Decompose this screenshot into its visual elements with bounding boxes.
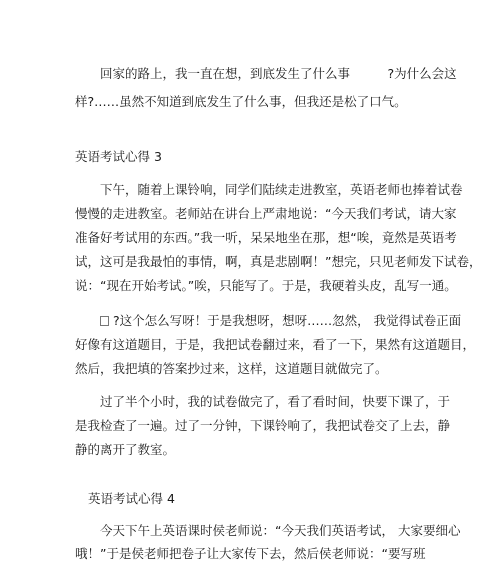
paragraph-line: 好像有这道题目，于是，我把试卷翻过来，看了一下，果然有这道题目， — [75, 337, 476, 352]
paragraph-line: 样?……虽然不知道到底发生了什么事，但我还是松了口气。 — [75, 94, 407, 109]
paragraph-line: 慢慢的走进教室。老师站在讲台上严肃地说：“今天我们考试，请大家 — [75, 206, 457, 221]
paragraph-line: 过了半个小时，我的试卷做完了，看了看时间，快要下课了，于 — [100, 394, 451, 409]
paragraph-line: 今天下午上英语课时侯老师说：“今天我们英语考试， 大家要细心 — [100, 523, 461, 538]
paragraph-line-text: ?这个怎么写呀！于是我想呀，想呀……忽然， 我觉得试卷正面 — [113, 313, 462, 328]
section-heading: 英语考试心得 4 — [88, 491, 175, 506]
paragraph-line: 下午，随着上课铃响，同学们陆续走进教室，英语老师也捧着试卷 — [100, 182, 463, 197]
paragraph-line — [100, 313, 461, 329]
paragraph-line: 试，这可是我最怕的事情，啊，真是悲剧啊！”想完，只见老师发下试卷， — [75, 254, 482, 269]
paragraph-line: 回家的路上，我一直在想，到底发生了什么事 ?为什么会这 — [100, 66, 457, 81]
paragraph-line: 哦！”于是侯老师把卷子让大家传下去，然后侯老师说：“要写班 — [75, 546, 426, 561]
paragraph-line: 准备好考试用的东西。”我一听，呆呆地坐在那，想“唉，竟然是英语考 — [75, 230, 457, 245]
paragraph-line: 静的离开了教室。 — [75, 442, 176, 457]
section-heading: 英语考试心得 3 — [75, 149, 162, 164]
paragraph-line: 然后，我把填的答案抄过来，这样，这道题目就做完了。 — [75, 361, 388, 376]
paragraph-line: 是我检查了一遍。过了一分钟，下课铃响了，我把试卷交了上去，静 — [75, 418, 451, 433]
paragraph-line: 说：“现在开始考试。”唉，只能写了。于是，我硬着头皮，乱写一通。 — [75, 278, 457, 293]
missing-glyph-icon — [100, 316, 109, 326]
